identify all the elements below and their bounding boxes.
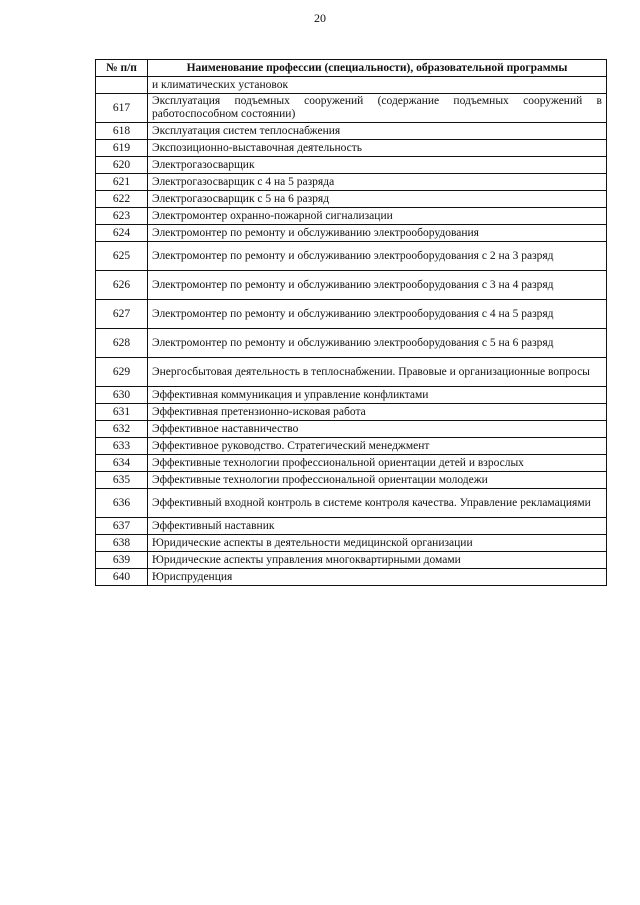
- table-body: [96, 77, 607, 586]
- row-name-cell: Эффективное руководство. Стратегический менеджмент: [148, 438, 607, 455]
- row-name-cell: Эффективный наставник: [148, 518, 607, 535]
- row-name-cell: Юридические аспекты в деятельности медицинской организации: [148, 535, 607, 552]
- table-row: [96, 387, 607, 404]
- table-row: [96, 358, 607, 387]
- row-number-cell: 627: [96, 300, 148, 329]
- row-name-cell: Эксплуатация подъемных сооружений (содержание подъемных сооружений в работоспособном состоянии): [148, 94, 607, 123]
- row-number-cell: 628: [96, 329, 148, 358]
- row-number-cell: 639: [96, 552, 148, 569]
- table-row: [96, 569, 607, 586]
- table-row: [96, 225, 607, 242]
- row-number-cell: 622: [96, 191, 148, 208]
- row-number-cell: 624: [96, 225, 148, 242]
- table-row: [96, 329, 607, 358]
- row-name-cell: Энергосбытовая деятельность в теплоснабжении. Правовые и организационные вопросы: [148, 358, 607, 387]
- continuation-row: [96, 77, 607, 94]
- table-row: [96, 489, 607, 518]
- row-number-cell: 637: [96, 518, 148, 535]
- row-name-cell: Электрогазосварщик: [148, 157, 607, 174]
- table-row: [96, 140, 607, 157]
- row-number-cell: 618: [96, 123, 148, 140]
- table-row: [96, 518, 607, 535]
- row-number-cell: 640: [96, 569, 148, 586]
- row-name-cell: Электрогазосварщик с 4 на 5 разряда: [148, 174, 607, 191]
- table-row: [96, 421, 607, 438]
- table-row: [96, 191, 607, 208]
- continuation-name-cell: и климатических установок: [148, 77, 607, 94]
- row-number-cell: 621: [96, 174, 148, 191]
- row-number-cell: 623: [96, 208, 148, 225]
- row-number-cell: 638: [96, 535, 148, 552]
- row-number-cell: 629: [96, 358, 148, 387]
- row-name-cell: Эффективные технологии профессиональной ориентации детей и взрослых: [148, 455, 607, 472]
- column-header-name: Наименование профессии (специальности), образовательной программы: [148, 60, 607, 77]
- row-number-cell: 625: [96, 242, 148, 271]
- column-header-number: № п/п: [96, 60, 148, 77]
- row-name-cell: Экспозиционно-выставочная деятельность: [148, 140, 607, 157]
- table-row: [96, 157, 607, 174]
- table-row: [96, 300, 607, 329]
- row-number-cell: 630: [96, 387, 148, 404]
- table-header-row: [96, 60, 607, 77]
- row-name-cell: Эффективный входной контроль в системе контроля качества. Управление рекламациями: [148, 489, 607, 518]
- row-number-cell: 633: [96, 438, 148, 455]
- table-row: [96, 271, 607, 300]
- profession-table: [95, 59, 607, 586]
- row-number-cell: 636: [96, 489, 148, 518]
- row-name-cell: Юриспруденция: [148, 569, 607, 586]
- row-name-cell: Эффективные технологии профессиональной ориентации молодежи: [148, 472, 607, 489]
- table-row: [96, 242, 607, 271]
- row-name-cell: Электромонтер охранно-пожарной сигнализации: [148, 208, 607, 225]
- table-row: [96, 472, 607, 489]
- table-row: [96, 455, 607, 472]
- row-number-cell: 631: [96, 404, 148, 421]
- table-row: [96, 208, 607, 225]
- table-row: [96, 94, 607, 123]
- row-name-cell: Эффективное наставничество: [148, 421, 607, 438]
- row-number-cell: 626: [96, 271, 148, 300]
- row-name-cell: Электромонтер по ремонту и обслуживанию электрооборудования с 2 на 3 разряд: [148, 242, 607, 271]
- continuation-number-cell: [96, 77, 148, 94]
- row-number-cell: 617: [96, 94, 148, 123]
- row-number-cell: 635: [96, 472, 148, 489]
- table-row: [96, 404, 607, 421]
- row-number-cell: 620: [96, 157, 148, 174]
- row-name-cell: Юридические аспекты управления многоквартирными домами: [148, 552, 607, 569]
- row-number-cell: 619: [96, 140, 148, 157]
- table-row: [96, 174, 607, 191]
- table-row: [96, 123, 607, 140]
- row-name-cell: Электромонтер по ремонту и обслуживанию электрооборудования: [148, 225, 607, 242]
- row-name-cell: Эксплуатация систем теплоснабжения: [148, 123, 607, 140]
- row-name-cell: Эффективная претензионно-исковая работа: [148, 404, 607, 421]
- table-row: [96, 535, 607, 552]
- row-name-cell: Электромонтер по ремонту и обслуживанию электрооборудования с 4 на 5 разряд: [148, 300, 607, 329]
- table-row: [96, 552, 607, 569]
- page-number: 20: [314, 11, 326, 25]
- row-number-cell: 632: [96, 421, 148, 438]
- row-name-cell: Электромонтер по ремонту и обслуживанию электрооборудования с 3 на 4 разряд: [148, 271, 607, 300]
- row-name-cell: Электрогазосварщик с 5 на 6 разряд: [148, 191, 607, 208]
- row-name-cell: Эффективная коммуникация и управление конфликтами: [148, 387, 607, 404]
- row-number-cell: 634: [96, 455, 148, 472]
- table-row: [96, 438, 607, 455]
- row-name-cell: Электромонтер по ремонту и обслуживанию электрооборудования с 5 на 6 разряд: [148, 329, 607, 358]
